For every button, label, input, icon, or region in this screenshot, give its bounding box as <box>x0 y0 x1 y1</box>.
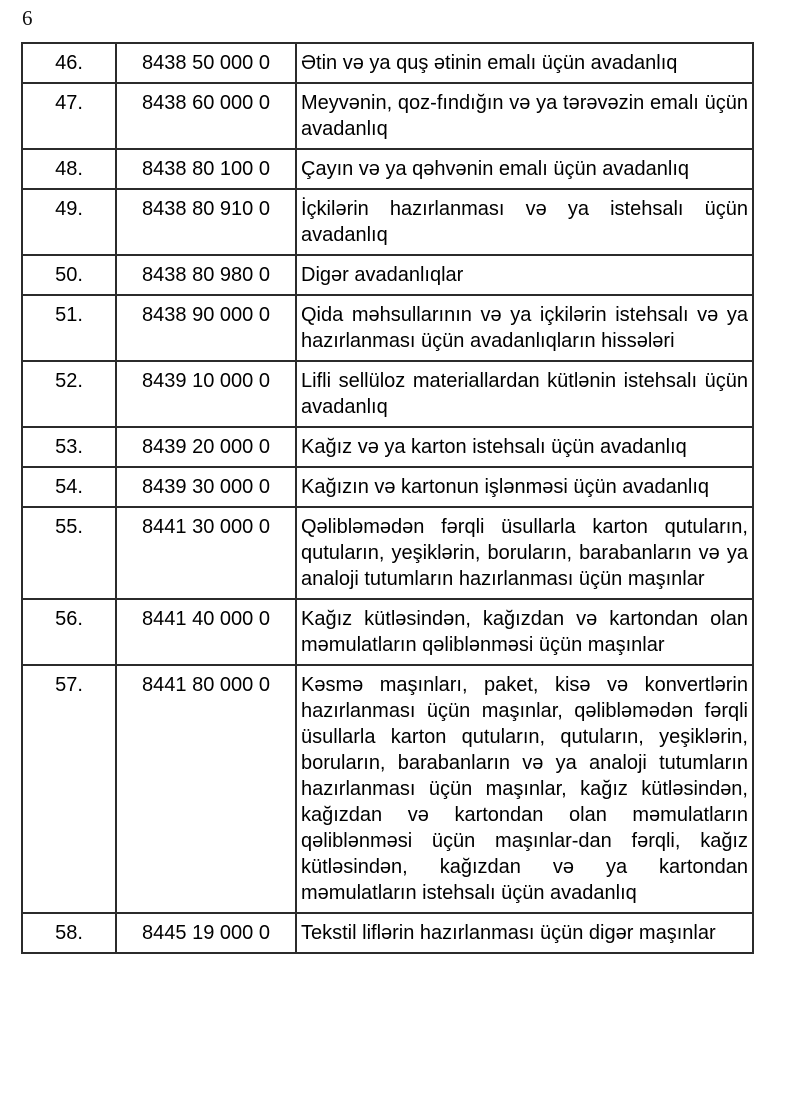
description-cell: Kəsmə maşınları, paket, kisə və konvertlərin hazırlanması üçün maşınlar, qəlibləmədən fərqli üsullarla karton qutuların, qutuların, yeşiklərin, boruların, barabanların və ya analoji tutumların hazırlanması üçün maşınlar, kağız kütləsindən, kağızdan və kartondan olan məmulatların qəliblənməsi üçün maşınlar-dan fərqli, kağız kütləsindən, kağızdan və ya kartondan məmulatların istehsalı üçün avadanlıq <box>296 665 753 913</box>
table-row <box>22 83 753 149</box>
description-cell: Qəlibləmədən fərqli üsullarla karton qutuların, qutuların, yeşiklərin, boruların, barabanların və ya analoji tutumların hazırlanması üçün maşınlar <box>296 507 753 599</box>
hs-table-body <box>22 43 753 953</box>
description-cell: İçkilərin hazırlanması və ya istehsalı üçün avadanlıq <box>296 189 753 255</box>
table-row <box>22 427 753 467</box>
row-number-cell: 55. <box>22 507 116 599</box>
table-row <box>22 361 753 427</box>
row-number-cell: 47. <box>22 83 116 149</box>
description-cell: Meyvənin, qoz-fındığın və ya tərəvəzin emalı üçün avadanlıq <box>296 83 753 149</box>
table-row <box>22 665 753 913</box>
table-row <box>22 913 753 953</box>
row-number-cell: 54. <box>22 467 116 507</box>
row-number-cell: 58. <box>22 913 116 953</box>
table-row <box>22 149 753 189</box>
row-number-cell: 52. <box>22 361 116 427</box>
description-cell: Kağız kütləsindən, kağızdan və kartondan olan məmulatların qəliblənməsi üçün maşınlar <box>296 599 753 665</box>
hs-code-cell: 8439 10 000 0 <box>116 361 296 427</box>
row-number-cell: 46. <box>22 43 116 83</box>
hs-code-cell: 8438 80 100 0 <box>116 149 296 189</box>
table-row <box>22 507 753 599</box>
table-row <box>22 255 753 295</box>
description-cell: Çayın və ya qəhvənin emalı üçün avadanlıq <box>296 149 753 189</box>
hs-code-cell: 8438 90 000 0 <box>116 295 296 361</box>
hs-code-cell: 8439 30 000 0 <box>116 467 296 507</box>
row-number-cell: 51. <box>22 295 116 361</box>
page-number: 6 <box>22 6 33 30</box>
hs-code-cell: 8438 60 000 0 <box>116 83 296 149</box>
hs-code-table <box>21 42 754 954</box>
description-cell: Lifli sellüloz materiallardan kütlənin istehsalı üçün avadanlıq <box>296 361 753 427</box>
row-number-cell: 53. <box>22 427 116 467</box>
hs-code-cell: 8439 20 000 0 <box>116 427 296 467</box>
description-cell: Kağız və ya karton istehsalı üçün avadanlıq <box>296 427 753 467</box>
hs-code-cell: 8441 30 000 0 <box>116 507 296 599</box>
row-number-cell: 56. <box>22 599 116 665</box>
row-number-cell: 48. <box>22 149 116 189</box>
description-cell: Digər avadanlıqlar <box>296 255 753 295</box>
table-row <box>22 599 753 665</box>
description-cell: Kağızın və kartonun işlənməsi üçün avadanlıq <box>296 467 753 507</box>
table-row <box>22 43 753 83</box>
description-cell: Ətin və ya quş ətinin emalı üçün avadanlıq <box>296 43 753 83</box>
hs-code-cell: 8438 80 910 0 <box>116 189 296 255</box>
table-row <box>22 467 753 507</box>
hs-code-cell: 8441 40 000 0 <box>116 599 296 665</box>
hs-code-cell: 8441 80 000 0 <box>116 665 296 913</box>
hs-code-cell: 8438 50 000 0 <box>116 43 296 83</box>
description-cell: Qida məhsullarının və ya içkilərin istehsalı və ya hazırlanması üçün avadanlıqların hissələri <box>296 295 753 361</box>
description-cell: Tekstil liflərin hazırlanması üçün digər maşınlar <box>296 913 753 953</box>
hs-code-cell: 8438 80 980 0 <box>116 255 296 295</box>
table-row <box>22 189 753 255</box>
row-number-cell: 49. <box>22 189 116 255</box>
row-number-cell: 57. <box>22 665 116 913</box>
row-number-cell: 50. <box>22 255 116 295</box>
table-row <box>22 295 753 361</box>
hs-code-cell: 8445 19 000 0 <box>116 913 296 953</box>
